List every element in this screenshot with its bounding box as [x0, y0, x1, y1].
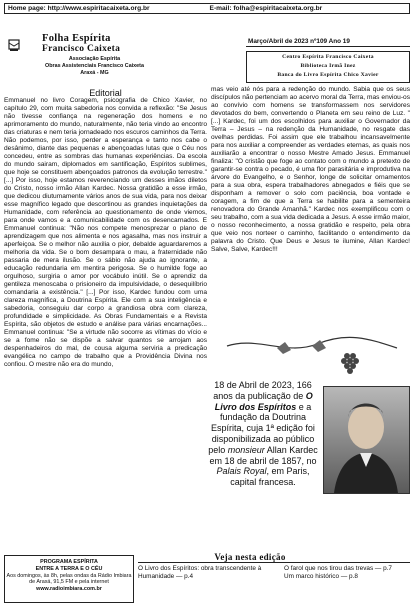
divider: [246, 46, 410, 47]
caption-palais: Palais Royal: [216, 466, 267, 477]
veja-item[interactable]: Um marco histórico — p.8: [284, 573, 358, 580]
anniversary-caption: [208, 380, 318, 488]
editorial-column-2: mas veio até nós para a redenção do mundo. Sabia que os seus discípulos não pertenciam ao acervo moral da Terra, mas enviou-os ao convívio com homens se transformassem nos servidores devotados do bem, convertendo o Planeta em seu reino de Luz. "[...] Kardec, foi um dos escolhidos para auxiliar o Governador da Terra – Jesus – na redenção da Humanidade, no resgate das ovelhas perdidas. Foi assim que ele trabalhou incansavelmente para nos auxiliar a compreender as verdades eternas, as quais nos auxiliarão a encontrar o nosso Mestre Amado Jesus. Emmanuel finaliza: "O cristão que foge ao contato com o mundo a pretexto de garantir-se contra o pecado, é uma flor parasitária e improdutiva na árvore do Evangelho, e o Senhor, longe de solicitar ornamentos para a sua obra, espera trabalhadores abnegados e fiéis que se disponham a remover o solo com paciência, boa vontade e coragem, a fim de que a Terra se habilite para a sementeira renovadora do Grande Amanhã." Kardec nos exemplificou com o seu trabalho, com a sua vida dedicada a Jesus. A esse irmão maior, o nosso reconhecimento, a nossa gratidão e respeito, pela obra que veio nos norteer o caminho, facilitando o entendimento da palavra do Cristo. Que Deus e Jesus te ilumine, Allan Kardec! Salve, Salve, Kardec!!!: [211, 86, 410, 253]
radio-program-box: [4, 555, 134, 603]
veja-item[interactable]: O farol que nos tirou das trevas — p.7: [284, 565, 392, 572]
subtitle-line: Obras Assistenciais Francisco Caixeta: [45, 62, 144, 69]
subtitle-line: Araxá - MG: [80, 69, 109, 76]
home-page-link[interactable]: Home page: http://www.espiritacaixeta.org.br: [8, 5, 150, 12]
caption-text: 18 de Abril de 2023, 166 anos da publicação de: [213, 380, 312, 401]
center-line: Biblioteca Irmã Inez: [300, 63, 356, 69]
radio-title: PROGRAMA ESPÍRITA: [40, 559, 98, 565]
portrait-illustration: [324, 387, 409, 493]
masthead-title-line2: Francisco Caixeta: [42, 44, 121, 54]
masthead-subtitle: [42, 56, 147, 76]
caption-text: Allan Kardec em 18 de abril de 1857, no: [209, 444, 318, 466]
masthead-title-line1: Folha Espírita: [42, 33, 111, 44]
top-bar: [4, 3, 410, 14]
veja-heading: Veja nesta edição: [214, 552, 286, 562]
center-line: Banca do Livro Espírita Chico Xavier: [277, 72, 379, 78]
editorial-column-1: Emmanuel no livro Coragem, psicografia de Chico Xavier, no capítulo 29, com muita sabedoria nos convida a reflexão: "Se Jesus não tivesse confiança na regeneração dos homens e no aprimoramento do mundo, naturalmente, não teria vindo ao encontro das criaturas e nem teria jornadeado nos escuros caminhos da Terra. Não podemos, por isso, perder a esperança e tanto nos cabe o desânimo, diante das pequenas e abençoadas lutas que o Céu nos concedeu, entre as sombras das humanas experiências. Da escola do mundo sairam, diplomados em santificação, Espíritos sublimes, que hoje se constituem abençoados patronos da evolução terrestre." [...] Por isso, hoje estamos reverenciando um desses imãos diletos do Cristo, nosso irmão Allan Kardec. Nossa gratidão a esse irmão, que dedicou diutumamente vários anos de sua vida, para nos deixar esse magnífico legado que descortinou as grandes inquietações da Humanidade, com referência ao questionamento de onde viemos, para onde vamos e a comunicabilidade com os desencarnados. E Emmanuel continua: "Não nos compete menosprezar o plano de aprendizagem que nos alimenta e nos agasalha, mas nos instruir a aperfeiçoa. Se o melhor não auxilia o pior, debalde aguardaremos a melhoria da vida. Se o bom desampara o mau, a fraternidade não passaria de mera ilusão. Se o sábio não ajuda ao ignorante, a educação redundaria em mentira perigosa. Se o humilde foge ao orgulhoso, surgiria o amor por vocábulo inútil. Se o aprendiz da gentileza menoscaba o prisioneiro da impulsividade, o desequilíbrio comandaria a existência." [...] Por isso, Kardec fundou com uma clareza magnífica, a Doutrina Espírita. Ele com a sua inteligência e sabedoria, conseguiu dar corpo a grandiosa obra com clareza, profundidade e simplicidade. As Obras Fundamentais e a Revista Espírita, são objetos de estudo e análise para várias encarnações... Emmanuel continua: "Se a virtude não socorre as vítimas do vício e se a fome não se dispõe a salvar quantos se arrojam aos despenhadeiros do mal, de cousa alguma serviria a predicação evangélica no campo de trabalho que a Providência Divina nos confiou. O mestre não era do mundo,: [4, 97, 207, 368]
caption-text: , em Paris, capital francesa.: [230, 466, 310, 488]
radio-body: Aos domingos, às 8h, pelas ondas da Rádio Imbiara de Araxá, 91,5 FM e pela internet: [6, 572, 132, 586]
vine-illustration: [217, 336, 407, 382]
veja-item[interactable]: O Livro dos Espíritos: obra transcendente à Humanidade — p.4: [138, 565, 262, 580]
editorial-heading: Editorial: [89, 88, 122, 98]
veja-items-right: [284, 565, 410, 581]
logo-icon: [8, 38, 20, 52]
center-box: [246, 51, 410, 83]
caption-text: e a fundação da Doutrina Espírita, cuja 1ª edição foi disponibilizada ao público pelo: [208, 401, 315, 455]
issue-info: Março/Abril de 2023 nº109 Ano 19: [248, 38, 350, 45]
radio-url-link[interactable]: www.radioimbiara.com.br: [36, 586, 102, 593]
caption-book-title: O Livro dos Espíritos: [214, 390, 313, 412]
radio-title: ENTRE A TERRA E O CÉU: [35, 565, 103, 572]
divider: [138, 562, 410, 563]
subtitle-line: Associação Espírita: [68, 56, 121, 62]
allan-kardec-portrait: [323, 386, 410, 494]
email-link[interactable]: E-mail: folha@espiritacaixeta.org.br: [209, 5, 323, 12]
center-line: Centro Espírita Francisco Caixeta: [282, 54, 374, 60]
caption-monsieur: monsieur: [227, 444, 265, 455]
